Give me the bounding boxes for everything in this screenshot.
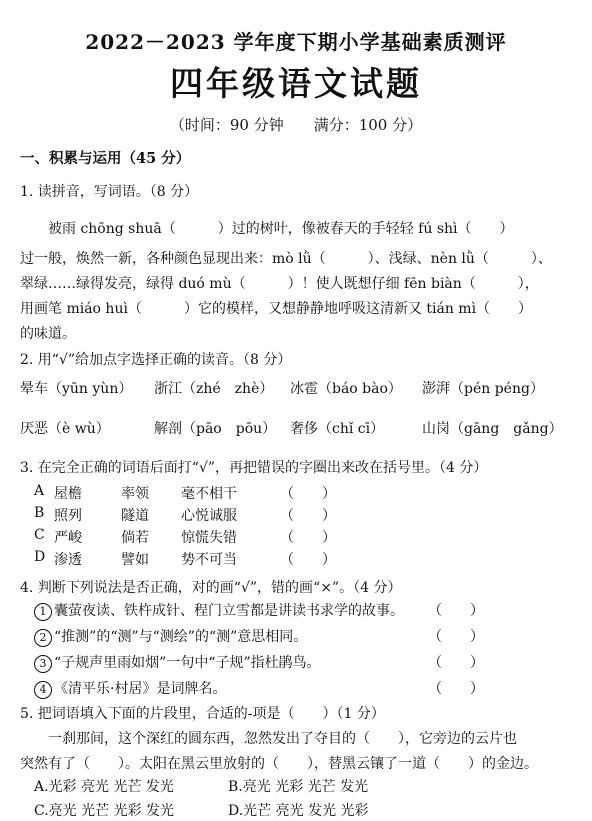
passage-line: 一刹那间，这个深红的圆东西，忽然发出了夺目的（ ），它旁边的云片也 <box>48 731 517 747</box>
circled-number: 4 <box>34 681 52 699</box>
word: 毫不相干 <box>181 486 237 502</box>
question-1-title: 1. 读拼音，写词语。（8 分） <box>20 184 199 200</box>
answer-blank[interactable]: （ ） <box>428 681 484 697</box>
answer-blank[interactable]: （ ） <box>280 486 336 502</box>
word: 渗透 <box>54 552 82 568</box>
word: 隧道 <box>121 508 149 524</box>
word: 势不可当 <box>181 552 237 568</box>
answer-option-c[interactable]: C.亮光 光芒 光彩 发光 <box>34 803 175 819</box>
answer-option-b[interactable]: B.亮光 光彩 光芒 发光 <box>228 779 369 795</box>
exam-series-title: 2022－2023 学年度下期小学基础素质测评 <box>85 30 507 54</box>
circled-number: 2 <box>34 629 52 647</box>
pinyin-choice: 解剖（pāo pōu） <box>154 421 277 437</box>
question-4-title: 4. 判断下列说法是否正确，对的画“√”，错的画“×”。（4 分） <box>20 580 402 596</box>
pinyin-choice: 晕车（yūn yùn） <box>20 381 133 397</box>
word: 照列 <box>54 508 82 524</box>
question-1-line: 过一般，焕然一新，各种颜色显现出来：mò lǜ（ ）、浅绿、nèn lǜ（ ）、 <box>20 251 552 267</box>
word: 倘若 <box>121 530 149 546</box>
time-score-info: （时间：90 分钟 满分：100 分） <box>169 116 423 134</box>
statement-text: 《清平乐·村居》是词牌名。 <box>54 681 227 697</box>
question-1-line: 用画笔 miáo huì（ ）它的模样，又想静静地呼吸这清新又 tián mì（ ） <box>20 301 533 317</box>
answer-option-d[interactable]: D.光芒 亮光 发光 光彩 <box>228 803 369 819</box>
question-1-line: 被雨 chōng shuā（ ）过的树叶，像被春天的手轻轻 fú shì（ ） <box>48 221 514 237</box>
option-label: B <box>34 505 45 521</box>
answer-blank[interactable]: （ ） <box>428 629 484 645</box>
question-2-title: 2. 用“√”给加点字选择正确的读音。（8 分） <box>20 352 292 368</box>
passage-line: 突然有了（ ）。太阳在黑云里放射的（ ），替黑云镶了一道（ ）的金边。 <box>20 756 538 772</box>
section-heading: 一、积累与运用（45 分） <box>20 150 191 167</box>
answer-blank[interactable]: （ ） <box>280 530 336 546</box>
statement-text: 囊萤夜读、铁杵成针、程门立雪都是讲读书求学的故事。 <box>54 603 404 619</box>
word: 譬如 <box>121 552 149 568</box>
answer-option-a[interactable]: A.光彩 亮光 光芒 发光 <box>34 779 174 795</box>
answer-blank[interactable]: （ ） <box>428 603 484 619</box>
exam-title: 四年级语文试题 <box>170 64 422 103</box>
option-label: D <box>34 549 46 565</box>
question-1-line: 翠绿……绿得发亮，绿得 duó mù（ ）！使人既想仔细 fēn biàn（ ）， <box>20 276 539 292</box>
pinyin-choice: 浙江（zhé zhè） <box>154 381 274 397</box>
pinyin-choice: 厌恶（è wù） <box>20 421 110 437</box>
answer-blank[interactable]: （ ） <box>280 552 336 568</box>
pinyin-choice: 冰雹（báo bào） <box>290 381 402 397</box>
question-1-line: 的味道。 <box>20 326 76 342</box>
answer-blank[interactable]: （ ） <box>280 508 336 524</box>
option-label: C <box>34 527 45 543</box>
question-5-title: 5. 把词语填入下面的片段里，合适的-项是（ ）（1 分） <box>20 706 385 722</box>
pinyin-choice: 澎湃（pén péng） <box>422 381 544 397</box>
word: 惊慌失错 <box>181 530 237 546</box>
word: 心悦诚服 <box>181 508 237 524</box>
word: 严峻 <box>54 530 82 546</box>
answer-blank[interactable]: （ ） <box>428 655 484 671</box>
pinyin-choice: 奢侈（chǐ cī） <box>290 421 385 437</box>
word: 屋檐 <box>54 486 82 502</box>
question-3-title: 3. 在完全正确的词语后面打“√”，再把错误的字圈出来改在括号里。（4 分） <box>20 460 488 476</box>
circled-number: 3 <box>34 655 52 673</box>
statement-item <box>34 652 321 673</box>
statement-text: “推测”的“测”与“测绘”的“测”意思相同。 <box>54 629 308 645</box>
statement-text: “子规声里雨如烟”一句中“子规”指杜鹃鸟。 <box>54 655 321 671</box>
statement-item <box>34 600 404 621</box>
circled-number: 1 <box>34 603 52 621</box>
statement-item <box>34 678 226 699</box>
pinyin-choice: 山岗（gāng gǎng） <box>422 421 563 437</box>
word: 率领 <box>121 486 149 502</box>
statement-item <box>34 626 307 647</box>
option-label: A <box>34 483 45 499</box>
